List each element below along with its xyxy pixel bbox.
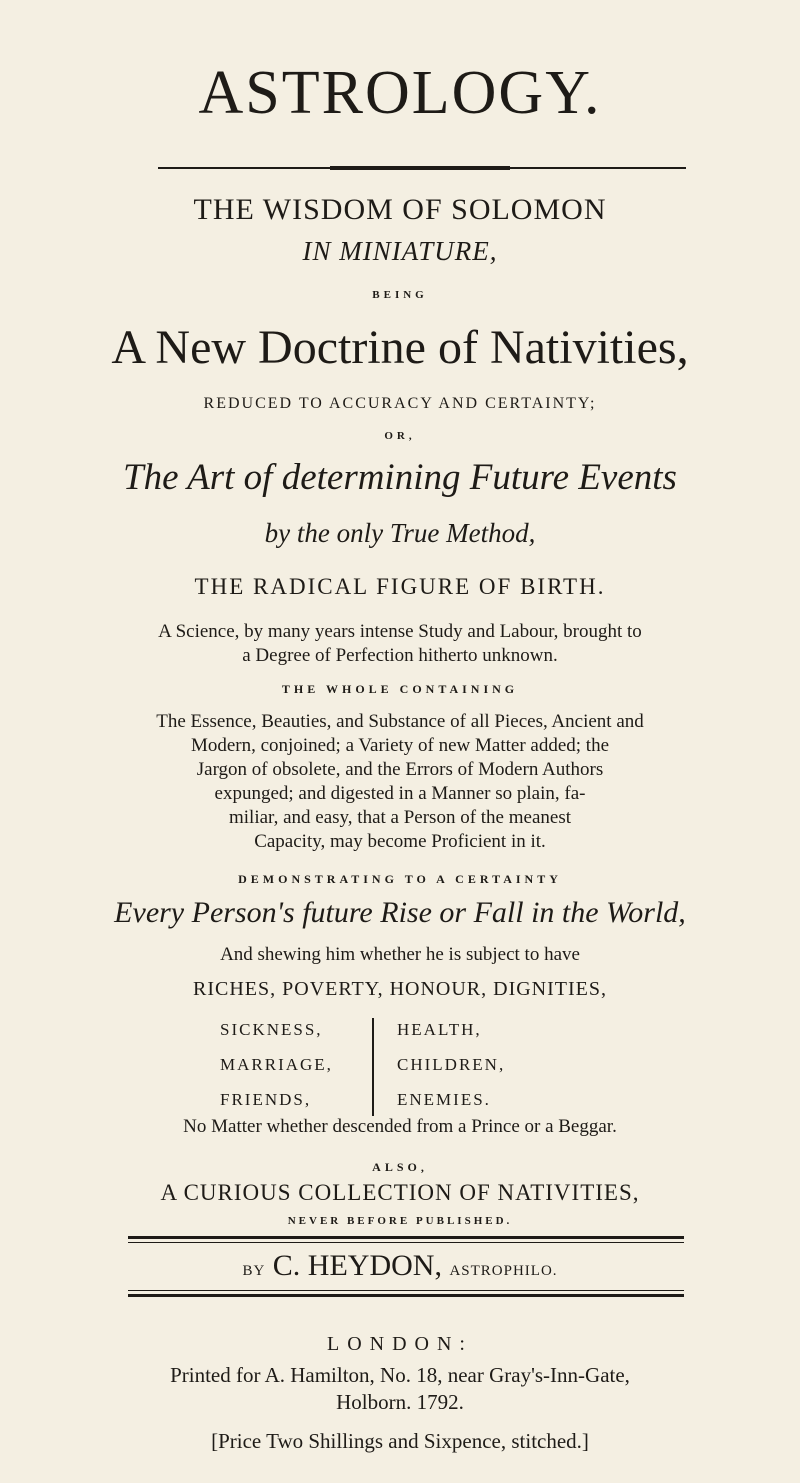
shewing-line: And shewing him whether he is subject to have — [220, 944, 580, 965]
no-matter-line: No Matter whether descended from a Prince or a Beggar. — [183, 1116, 617, 1137]
author-rule-bottom-thick — [128, 1294, 684, 1297]
curious-collection-line: A CURIOUS COLLECTION OF NATIVITIES, — [160, 1180, 640, 1205]
subtitle-line-1: THE WISDOM OF SOLOMON — [193, 193, 607, 226]
also-label: ALSO, — [372, 1160, 428, 1174]
main-heading: A New Doctrine of Nativities, — [111, 321, 689, 374]
title-rule-thick — [330, 166, 510, 170]
science-line: A Science, by many years intense Study and Labour, brought to — [158, 621, 642, 642]
riches-line: RICHES, POVERTY, HONOUR, DIGNITIES, — [193, 978, 607, 1000]
page-title: ASTROLOGY. — [198, 59, 602, 127]
never-published-line: NEVER BEFORE PUBLISHED. — [287, 1215, 513, 1227]
essence-line: The Essence, Beauties, and Substance of all Pieces, Ancient and — [156, 711, 644, 732]
imprint-date: Holborn. 1792. — [336, 1390, 464, 1414]
essence-line: Jargon of obsolete, and the Errors of Modern Authors — [196, 759, 604, 780]
price-line: [Price Two Shillings and Sixpence, stitched.] — [211, 1429, 589, 1453]
author-rule-top — [128, 1236, 684, 1239]
reduced-line: REDUCED TO ACCURACY AND CERTAINTY; — [203, 395, 597, 412]
every-person-line: Every Person's future Rise or Fall in the World, — [114, 896, 686, 929]
author-name: C. HEYDON, — [272, 1249, 442, 1282]
subtitle-line-2: IN MINIATURE, — [302, 236, 498, 266]
right-column-item: CHILDREN, — [397, 1055, 506, 1074]
essence-line: Capacity, may become Proficient in it. — [254, 831, 546, 852]
whole-containing-label: THE WHOLE CONTAINING — [281, 682, 519, 696]
radical-figure-line: THE RADICAL FIGURE OF BIRTH. — [194, 574, 606, 599]
demonstrating-label: DEMONSTRATING TO A CERTAINTY — [238, 872, 562, 886]
imprint-place: LONDON: — [327, 1333, 473, 1355]
author-title: ASTROPHILO. — [449, 1263, 558, 1279]
author-rule-bottom — [128, 1290, 684, 1291]
author-line — [0, 1249, 800, 1283]
left-column — [220, 1012, 333, 1117]
right-column-item: ENEMIES. — [397, 1090, 491, 1109]
imprint-printer: Printed for A. Hamilton, No. 18, near Gray's-Inn-Gate, — [170, 1363, 630, 1387]
art-line: The Art of determining Future Events — [123, 457, 677, 498]
author-rule-top-thin — [128, 1242, 684, 1243]
author-by: BY — [242, 1263, 266, 1279]
essence-line: expunged; and digested in a Manner so plain, fa- — [214, 783, 586, 804]
method-line: by the only True Method, — [264, 518, 536, 548]
science-line: a Degree of Perfection hitherto unknown. — [242, 645, 558, 666]
or-label: OR, — [384, 430, 416, 442]
left-column-item: MARRIAGE, — [220, 1055, 333, 1074]
essence-line: Modern, conjoined; a Variety of new Matter added; the — [190, 735, 610, 756]
left-column-item: FRIENDS, — [220, 1090, 312, 1109]
right-column-item: HEALTH, — [397, 1020, 482, 1039]
left-column-item: SICKNESS, — [220, 1020, 323, 1039]
column-divider — [372, 1018, 374, 1116]
right-column — [397, 1012, 505, 1117]
essence-line: miliar, and easy, that a Person of the meanest — [228, 807, 571, 828]
being-label: BEING — [372, 289, 428, 301]
